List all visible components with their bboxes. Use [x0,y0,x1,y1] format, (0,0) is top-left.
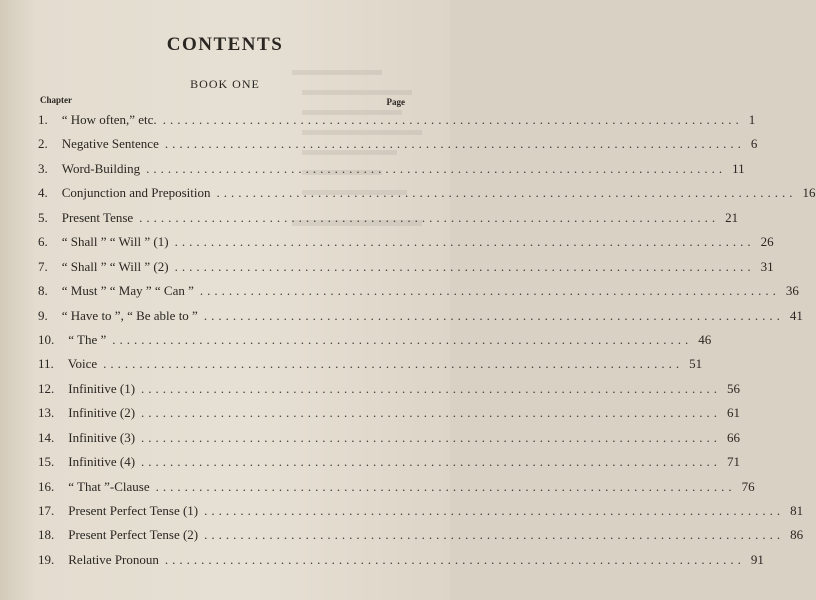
toc-entry [38,352,703,376]
dot-leader: ................................................................................ [112,331,693,347]
page-number: 76 [741,478,755,494]
chapter-title: Relative Pronoun [68,551,159,567]
chapter-number: 2. [38,136,48,152]
chapter-title: Conjunction and Preposition [61,185,211,201]
chapter-number: 11. [38,356,54,372]
dot-leader: ................................................................................ [204,527,785,543]
dot-leader: ................................................................................ [141,429,722,445]
page-number: 81 [790,503,804,518]
dot-leader: ................................................................................ [174,258,755,274]
toc-entry [38,523,804,547]
chapter-title: Present Perfect Tense (2) [68,527,199,543]
page-number: 6 [750,136,758,152]
toc-entry [38,108,756,132]
chapter-title: “ That ”-Clause [68,478,150,494]
dot-leader: ................................................................................ [139,209,720,225]
page-number: 46 [698,331,712,347]
page-number: 26 [760,234,774,250]
dot-leader: ................................................................................ [203,307,784,323]
toc-entry [38,499,804,523]
toc-entry [38,132,758,156]
toc-entry [38,206,739,230]
dot-leader: ................................................................................ [164,551,745,567]
chapter-number: 3. [38,160,48,176]
dot-leader: ................................................................................ [103,356,684,372]
chapter-title: Voice [67,356,98,372]
dot-leader: ................................................................................ [155,478,736,494]
chapter-number: 8. [38,283,48,299]
chapter-title: “ Shall ” “ Will ” (1) [61,234,169,250]
chapter-title: “ Must ” “ May ” “ Can ” [61,283,194,299]
toc-entry [38,548,764,572]
chapter-title: Infinitive (2) [68,405,136,421]
page-number: 66 [727,429,741,445]
page-number: 21 [725,209,739,225]
chapter-title: Infinitive (1) [68,380,136,396]
toc-entry [38,450,741,474]
chapter-title: “ The ” [68,331,107,347]
chapter-number: 1. [38,112,48,127]
dot-leader: ................................................................................ [174,234,755,250]
page-number: 16 [802,185,816,201]
page-number: 31 [760,258,774,274]
chapter-number: 13. [38,405,55,421]
chapter-title: Present Tense [61,209,134,225]
dot-leader: ................................................................................ [164,136,745,152]
page-number: 36 [785,283,799,299]
toc-entry [38,328,712,352]
page-number: 61 [727,405,741,421]
dot-leader: ................................................................................ [141,380,722,396]
chapter-number: 6. [38,234,48,250]
toc-entry [38,279,799,303]
chapter-title: Word-Building [61,160,141,176]
page-number: 56 [727,380,741,396]
page-number: 51 [689,356,703,372]
toc-entry [38,230,774,254]
chapter-title: Infinitive (3) [68,429,136,445]
contents-title: CONTENTS [166,34,284,55]
chapter-number: 17. [38,503,55,518]
dot-leader: ................................................................................ [146,160,727,176]
dot-leader: ................................................................................ [216,185,797,201]
chapter-number: 18. [38,527,55,543]
chapter-title: Infinitive (4) [68,454,136,470]
table-of-contents [38,108,816,572]
toc-entry [38,255,774,279]
toc-entry [38,426,741,450]
page-number: 1 [748,112,756,127]
dot-leader: ................................................................................ [141,454,722,470]
chapter-title: “ Shall ” “ Will ” (2) [61,258,169,274]
chapter-number: 16. [38,478,55,494]
chapter-number: 4. [38,185,48,201]
page-number: 71 [727,454,741,470]
toc-entry [38,377,741,401]
chapter-title: Negative Sentence [61,136,159,152]
page-number: 91 [750,551,764,567]
page-column-label: Page [386,97,405,107]
toc-entry [38,304,803,328]
page-number: 41 [789,307,803,323]
book-heading: BOOK ONE [190,77,260,91]
chapter-number: 12. [38,380,55,396]
toc-entry [38,157,745,181]
dot-leader: ................................................................................ [162,112,743,127]
chapter-number: 9. [38,307,48,323]
page-number: 11 [732,160,745,176]
chapter-column-label: Chapter [40,95,72,105]
chapter-title: “ How often,” etc. [61,112,157,127]
chapter-title: “ Have to ”, “ Be able to ” [61,307,198,323]
chapter-number: 7. [38,258,48,274]
chapter-number: 15. [38,454,55,470]
toc-entry [38,401,741,425]
chapter-number: 19. [38,551,55,567]
page-number: 86 [790,527,804,543]
dot-leader: ................................................................................ [199,283,780,299]
chapter-number: 10. [38,331,55,347]
toc-entry [38,475,755,499]
chapter-title: Present Perfect Tense (1) [68,503,199,518]
dot-leader: ................................................................................ [141,405,722,421]
toc-entry [38,181,816,205]
dot-leader: ................................................................................ [204,503,785,518]
chapter-number: 14. [38,429,55,445]
chapter-number: 5. [38,209,48,225]
